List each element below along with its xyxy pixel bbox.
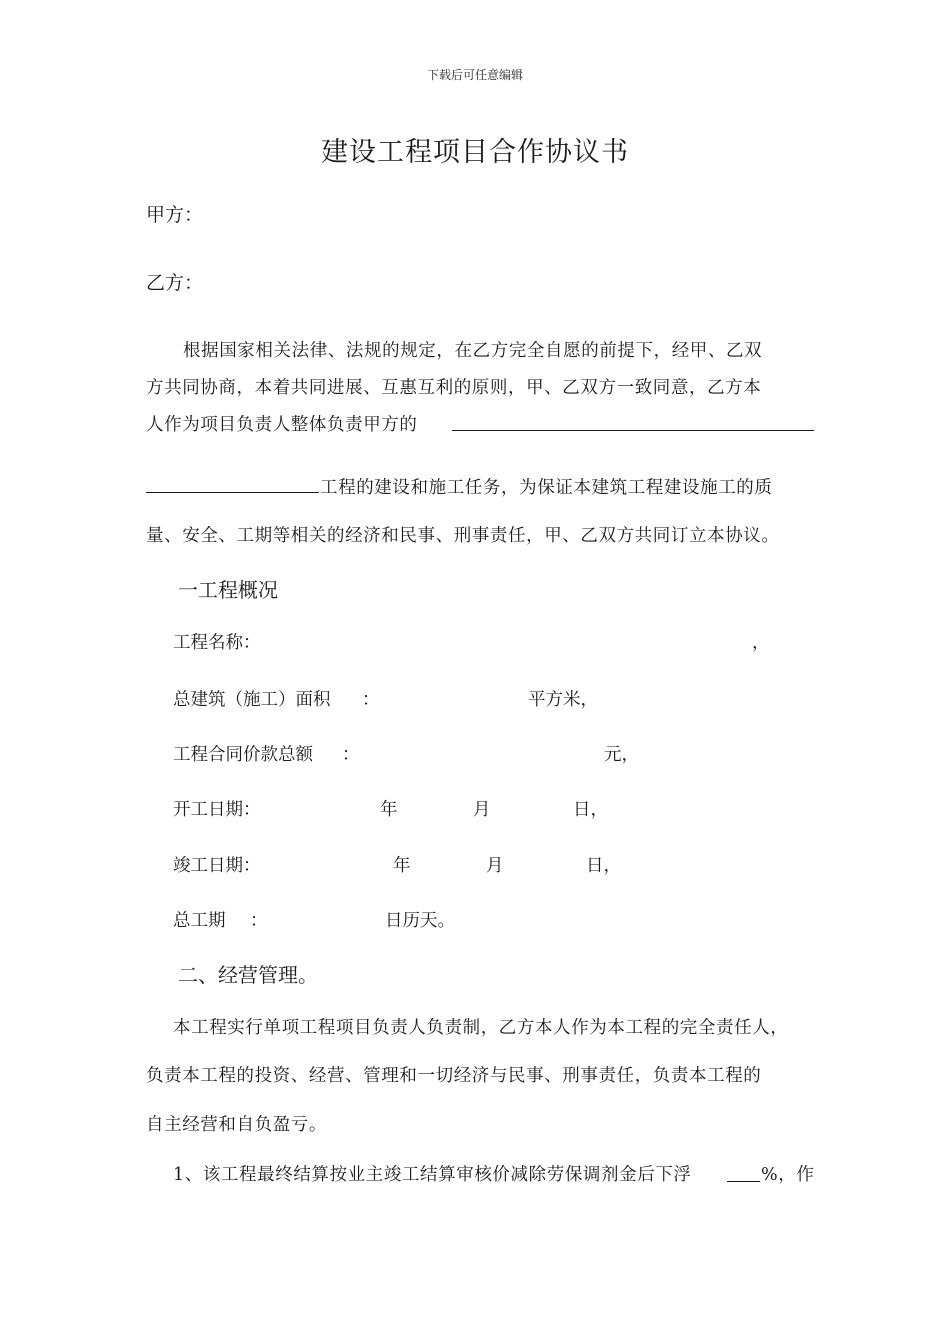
end-month: 月 [486, 856, 504, 876]
price-label: 工程合同价款总额 [173, 745, 313, 765]
area-unit: 平方米， [528, 690, 598, 710]
intro-line-2: 方共同协商，本着共同进展、互惠互利的原则，甲、乙双方一致同意，乙方本 [146, 378, 762, 398]
area-label: 总建筑（施工）面积 [173, 690, 331, 710]
start-day: 日， [573, 800, 608, 820]
intro-line-3: 人作为项目负责人整体负责甲方的 [146, 415, 418, 435]
section-2-heading: 二、经营管理。 [178, 963, 318, 987]
management-line-2: 负责本工程的投资、经营、管理和一切经济与民事、刑事责任，负责本工程的 [146, 1066, 762, 1086]
clause-1-suffix: %，作 [761, 1165, 815, 1185]
header-note: 下载后可任意编辑 [426, 68, 523, 82]
price-unit: 元， [604, 745, 639, 765]
party-a-label: 甲方： [146, 204, 204, 226]
percentage-blank-line [727, 1181, 760, 1182]
end-date-label: 竣工日期： [173, 856, 261, 876]
management-line-3: 自主经营和自负盈亏。 [146, 1115, 327, 1135]
intro-line-4: 工程的建设和施工任务，为保证本建筑工程建设施工的质 [320, 478, 773, 498]
project-name-label: 工程名称： [173, 633, 261, 653]
intro-line-1: 根据国家相关法律、法规的规定，在乙方完全自愿的前提下，经甲、乙双 [183, 341, 763, 361]
start-year: 年 [380, 800, 398, 820]
duration-label: 总工期 [173, 911, 226, 931]
section-1-heading: 一工程概况 [178, 578, 278, 602]
project-name-end: ， [752, 633, 770, 653]
duration-unit: 日历天。 [385, 911, 455, 931]
start-date-label: 开工日期： [173, 800, 261, 820]
clause-1-text: 1、该工程最终结算按业主竣工结算审核价减除劳保调剂金后下浮 [173, 1165, 692, 1185]
end-year: 年 [393, 856, 411, 876]
management-line-1: 本工程实行单项工程项目负责人负责制，乙方本人作为本工程的完全责任人， [173, 1018, 789, 1038]
duration-colon: ： [250, 911, 268, 931]
party-b-label: 乙方： [146, 272, 204, 294]
intro-line-5: 量、安全、工期等相关的经济和民事、刑事责任，甲、乙双方共同订立本协议。 [146, 526, 780, 546]
project-blank-line-2 [146, 492, 319, 493]
price-colon: ： [342, 745, 360, 765]
project-blank-line-1 [452, 430, 814, 431]
end-day: 日， [586, 856, 621, 876]
document-title: 建设工程项目合作协议书 [321, 137, 629, 168]
start-month: 月 [473, 800, 491, 820]
area-colon: ： [362, 690, 380, 710]
